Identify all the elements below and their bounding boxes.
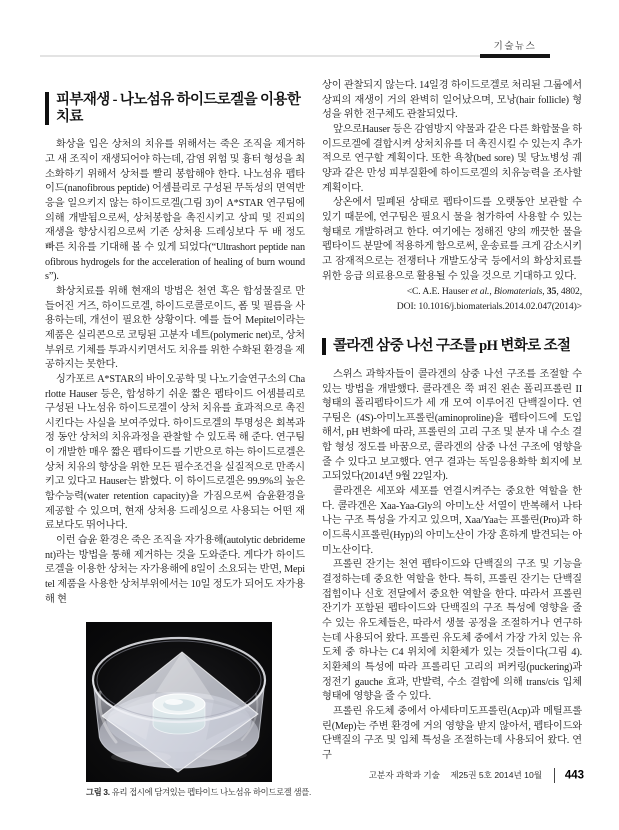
right-column bbox=[322, 79, 582, 764]
header-rule-accent bbox=[480, 54, 550, 58]
citation-authors: <C. A.E. Hauser bbox=[406, 286, 471, 298]
article1-citation: <C. A.E. Hauser et al., Biomaterials, 35, 4802, DOI: 10.1016/j.biomaterials.2014.02.047(2014)> bbox=[396, 286, 582, 312]
article1-paragraph: 싱가포르 A*STAR의 바이오공학 및 나노기술연구소의 Charlotte Hauser 등은, 합성하기 쉬운 짧은 펩타이드 어셈블리로 구성된 나노섬유 하이드로겔이 상처 치유를 효과적으로 촉진시킨다는 사실을 보여주었다. 하이드로겔의 투명성은 회복과정 동안 상처의 치유과정을 관찰할 수 있도록 해 준다. 연구팀이 개발한 매우 짧은 펩타이드를 기반으로 하는 하이드로겔은 상처 치유의 향상을 위한 모든 필수조건을 실질적으로 만족시키고 있다고 Hauser는 밝혔다. 이 하이드로겔은 99.9%의 높은 함수능력(water retention capacity)을 가짐으로써 습윤환경을 제공할 수 있으며, 현재 상처용 드레싱으로 사용되는 어떤 재료보다도 뛰어나다. bbox=[45, 373, 305, 532]
figure3-caption-text: 유리 접시에 담겨있는 펩타이드 나노섬유 하이드로겔 샘플. bbox=[111, 787, 311, 798]
article1-paragraph: 이런 습윤 환경은 죽은 조직을 자가용해(autolytic debridement)라는 방법을 통해 제거하는 것을 도와준다. 게다가 하이드로겔을 이용한 상처는 자가용해에 8일이 소요되는 반면, Mepitel 제품을 사용한 상처부위에서는 10일 정도가 되어도 자가용해 현 bbox=[45, 535, 305, 605]
footer-divider bbox=[554, 768, 555, 783]
article1-paragraph: 화상치료를 위해 현재의 방법은 천연 혹은 합성물질로 만들어진 거즈, 하이드로겔, 하이드로콜로이드, 폼 및 필름을 사용하는데, 개선이 필요한 상황이다. 예를 들어 Mepitel이라는 제품은 실리콘으로 코팅된 고분자 네트(polymeric net)로, 상처 부위로 기체를 투과시키면서도 치유를 위한 수화된 환경을 제공하지는 못한다. bbox=[45, 285, 305, 371]
article2-title: 콜라겐 삼중 나선 구조를 pH 변화로 조절 bbox=[322, 338, 582, 355]
citation-journal: Biomaterials bbox=[493, 286, 543, 298]
article1-title: 피부재생 - 나노섬유 하이드로겔을 이용한 치료 bbox=[45, 92, 305, 125]
page-footer bbox=[0, 768, 584, 783]
footer-issue: 제25권 5호 2014년 10월 bbox=[450, 769, 543, 780]
figure3-caption bbox=[86, 787, 311, 798]
figure3-label: 그림 3. bbox=[86, 787, 110, 798]
article1-paragraph: 상이 관찰되지 않는다. 14일경 하이드로겔로 처리된 그룹에서 상피의 재생이 거의 완벽히 일어났으며, 모낭(hair follicle) 형성을 위한 전구체도 관찰되었다. bbox=[322, 80, 582, 121]
article2-paragraph: 콜라겐은 세포와 세포를 연결시켜주는 중요한 역할을 한다. 콜라겐은 Xaa-Yaa-Gly의 아미노산 서열이 반복해서 나타나는 구조 특성을 가지고 있으며, Xaa/Yaa는 프롤린(Pro)과 하이드록시프롤린(Hyp)의 아미노산이 가장 흔하게 발견되는 아미노산이다. bbox=[322, 486, 582, 556]
citation-doi: DOI: 10.1016/j.biomaterials.2014.02.047(2014)> bbox=[396, 300, 582, 312]
petri-dish-illustration bbox=[86, 622, 272, 782]
section-tag: 기술뉴스 bbox=[493, 41, 537, 52]
article2-paragraph: 스위스 과학자들이 콜라겐의 삼중 나선 구조를 조절할 수 있는 방법을 개발했다. 콜라겐은 쭉 펴진 왼손 폴리프롤린 II 형태의 폴리펩타이드가 세 개 모여 이루어진 단백질이다. 연구팀은 (4S)-아미노프롤린(aminoproline)을 펩타이드에 도입해서, pH 변화에 따라, 프롤린의 고리 구조 및 분자 내 수소 결합 형성 정도를 바꿈으로, 콜라겐의 삼중 나선 구조에 영향을 줄 수 있다고 보고했다. 연구 결과는 독일응용화학 회지에 보고되었다(2014년 9월 22일자). bbox=[322, 368, 582, 483]
citation-volume: 35 bbox=[546, 286, 557, 298]
footer-page-number: 443 bbox=[564, 769, 584, 782]
citation-etal: et al. bbox=[470, 286, 490, 298]
header-rule-thin bbox=[40, 55, 480, 57]
article1-paragraph: 상온에서 밀폐된 상태로 펩타이드를 오랫동안 보관할 수 있기 때문에, 연구팀은 필요시 물을 첨가하여 사용할 수 있는 형태로 개발하려고 한다. 여기에는 정해진 양의 깨끗한 물을 펩타이드 분말에 적용하게 함으로써, 운송료를 크게 감소시키고 잠재적으로는 전쟁터나 개발도상국 등에서의 화상치료를 위한 응급 의료용으로 활용될 수 있을 것으로 기대하고 있다. bbox=[322, 197, 582, 282]
footer-journal-title: 고분자 과학과 기술 bbox=[368, 769, 440, 780]
petri-dish-photo bbox=[86, 622, 272, 782]
article1-paragraph: 화상을 입은 상처의 치유를 위해서는 죽은 조직을 제거하고 새 조직이 재생되어야 하는데, 감염 위험 및 흉터 형성을 최소화하기 위해서 상처를 빨리 봉합해야 한다. 나노섬유 펩타이드(nanofibrous peptide) 어셈블리로 구성된 무독성의 면역반응을 일으키지 않는 하이드로겔(그림 3)이 A*STAR 연구팀에 의해 개발됨으로써, 상처봉합을 촉진시키고 상피 및 진피의 재생을 향상시킴으로써 기존 상처용 드레싱보다 두 배 정도 빠른 치유를 기대해 볼 수 있게 되었다(“Ultrashort peptide nanofibrous hydrogels for the acceleration of healing of burn wounds”). bbox=[45, 139, 305, 283]
left-column bbox=[45, 92, 311, 798]
article2-paragraph: 프롤린 잔기는 천연 펩타이드와 단백질의 구조 및 기능을 결정하는데 중요한 역할을 한다. 특히, 프롤린 잔기는 단백질 접힘이나 신호 전달에서 중요한 역할을 한다. 따라서 프롤린 잔기가 포함된 펩타이드와 단백질의 구조 특성에 영향을 줄 수 있는 유도체들은, 따라서 생물 공정을 조절하거나 연구하는데 사용되어 왔다. 프롤린 유도체 중에서 가장 가치 있는 유도체 중 하나는 C4 위치에 치환체가 있는 것들이다(그림 4). 치환체의 특성에 따라 프롤리딘 고리의 퍼커링(puckering)과 정전기 gauche 효과, 반발력, 수소 결합에 의해 trans/cis 입체 형태에 영향을 줄 수 있다. bbox=[322, 559, 582, 703]
article1-paragraph: 앞으로Hauser 등은 감염방지 약물과 같은 다른 화합물을 하이드로겔에 결합시켜 상처치유를 더 촉진시킬 수 있는지 추가적으로 연구할 계획이다. 또한 욕창(bed sore) 및 당뇨병성 궤양과 같은 만성 피부질환에 하이드로겔의 치유능력을 조사할 계획이다. bbox=[322, 123, 582, 194]
article2-paragraph: 프롤린 유도체 중에서 아세타미도프롤린(Acp)과 메틸프롤린(Mep)는 주변 환경에 거의 영향을 받지 않아서, 펩타이드와 단백질의 구조 및 입체 특성을 조절하는데 사용되어 왔다. 연구 bbox=[322, 705, 582, 761]
